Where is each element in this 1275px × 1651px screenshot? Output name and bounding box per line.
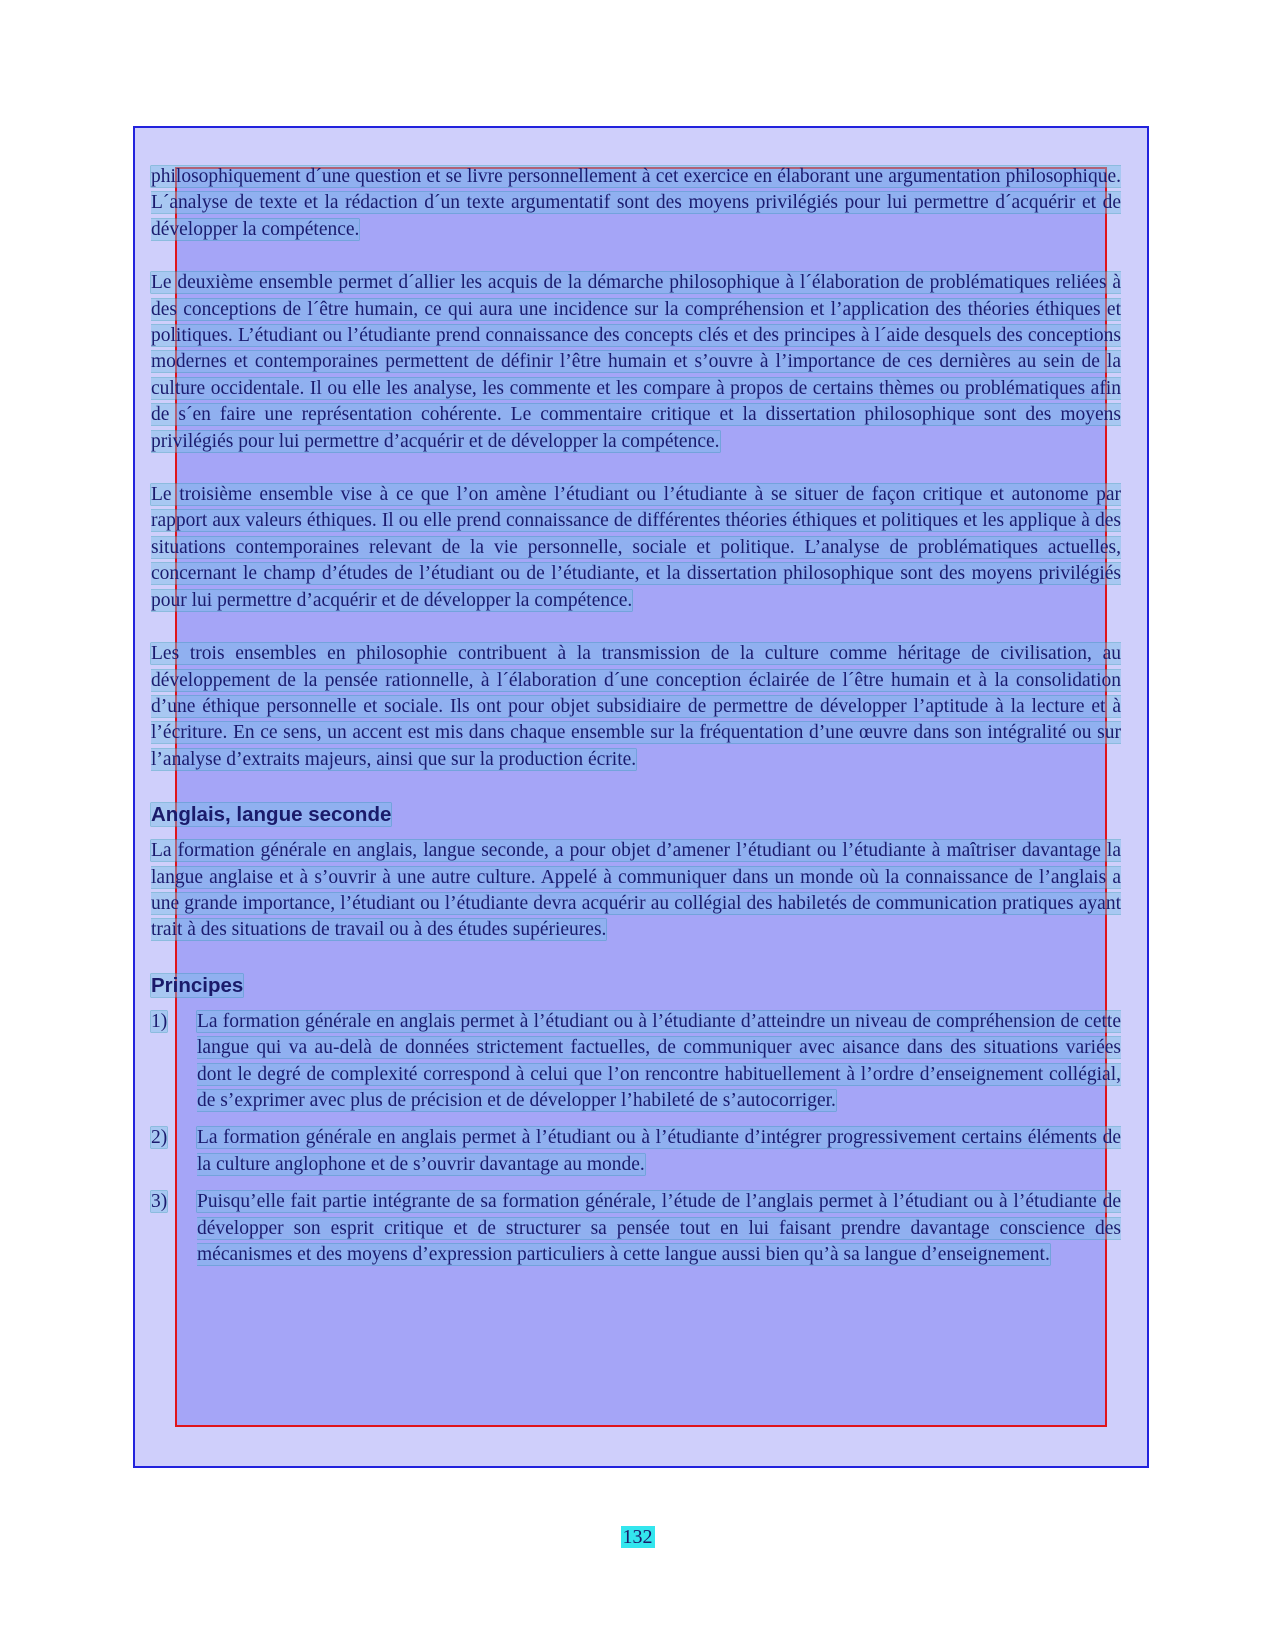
list-number: 2) [151, 1127, 168, 1149]
text-area [151, 164, 1121, 1279]
paragraph-philo-2: Le deuxième ensemble permet d´allier les acquis de la démarche philosophique à l´élaboration de problématiques reliées à des conceptions de l´être humain, ce qui aura une incidence sur la compréhension et l’application des théories éthiques et politiques. L’étudiant ou l’étudiante prend connaissance des concepts clés et des principes à l´aide desquels des conceptions modernes et contemporaines permettent de définir l’être humain et s’ouvre à l’importance de ces dernières au sein de la culture occidentale. Il ou elle les analyse, les commente et les compare à propos de certains thèmes ou problématiques afin de s´en faire une représentation cohérente. Le commentaire critique et la dissertation philosophique sont des moyens privilégiés pour lui permettre d’acquérir et de développer la compétence. [151, 272, 1121, 452]
page-number: 132 [622, 1526, 653, 1548]
paragraph-philo-3: Le troisième ensemble vise à ce que l’on amène l’étudiant ou l’étudiante à se situer de façon critique et autonome par rapport aux valeurs éthiques. Il ou elle prend connaissance de différentes théories éthiques et politiques et les applique à des situations contemporaines relevant de la vie personnelle, sociale et politique. L’analyse de problématiques actuelles, concernant le champ d’études de l’étudiant ou de l’étudiante, et la dissertation philosophique sont des moyens privilégiés pour lui permettre d’acquérir et de développer la compétence. [151, 484, 1121, 611]
paragraph-philo-1: philosophiquement d´une question et se livre personnellement à cet exercice en élaborant une argumentation philosophique. L´analyse de texte et la rédaction d´un texte argumentatif sont des moyens privilégiés pour lui permettre d´acquérir et de développer la compétence. [151, 166, 1121, 240]
heading-anglais: Anglais, langue seconde [151, 803, 392, 827]
list-text: La formation générale en anglais permet à l’étudiant ou à l’étudiante d’atteindre un niveau de compréhension de cette langue qui va au-delà de données strictement factuelles, de communiquer avec aisance dans des situations variées dont le degré de complexité correspond à celui que l’on rencontre habituellement à l’ordre d’enseignement collégial, de s’exprimer avec plus de précision et de développer l’habileté de s’autocorriger. [197, 1010, 1121, 1111]
list-text: La formation générale en anglais permet à l’étudiant ou à l’étudiante d’intégrer progressivement certains éléments de la culture anglophone et de s’ouvrir davantage au monde. [197, 1127, 1121, 1175]
list-item [151, 1125, 1121, 1178]
paragraph-philo-4: Les trois ensembles en philosophie contribuent à la transmission de la culture comme héritage de civilisation, au développement de la pensée rationnelle, à l´élaboration d´une conception éclairée de l´être humain et à la consolidation d’une éthique personnelle et sociale. Ils ont pour objet subsidiaire de permettre de développer l’aptitude à la lecture et à l’écriture. En ce sens, un accent est mis dans chaque ensemble sur la fréquentation d’une œuvre dans son intégralité ou sur l’analyse d’extraits majeurs, ainsi que sur la production écrite. [151, 643, 1121, 770]
list-number: 1) [151, 1010, 168, 1032]
list-number: 3) [151, 1191, 168, 1213]
paragraph-anglais: La formation générale en anglais, langue seconde, a pour objet d’amener l’étudiant ou l’étudiante à maîtriser davantage la langue anglaise et à s’ouvrir à une autre culture. Appelé à communiquer dans un monde où la connaissance de l’anglais a une grande importance, l’étudiant ou l’étudiante devra acquérir au collégial des habiletés de communication pratiques ayant trait à des situations de travail ou à des études supérieures. [151, 840, 1121, 941]
list-text: Puisqu’elle fait partie intégrante de sa formation générale, l’étude de l’anglais permet à l’étudiant ou à l’étudiante de développer son esprit critique et de structurer sa pensée tout en lui faisant prendre davantage conscience des mécanismes et des moyens d’expression particuliers à cette langue aussi bien qu’à sa langue d’enseignement. [197, 1191, 1121, 1265]
list-item [151, 1009, 1121, 1115]
list-item [151, 1189, 1121, 1268]
heading-principes: Principes [151, 973, 244, 997]
